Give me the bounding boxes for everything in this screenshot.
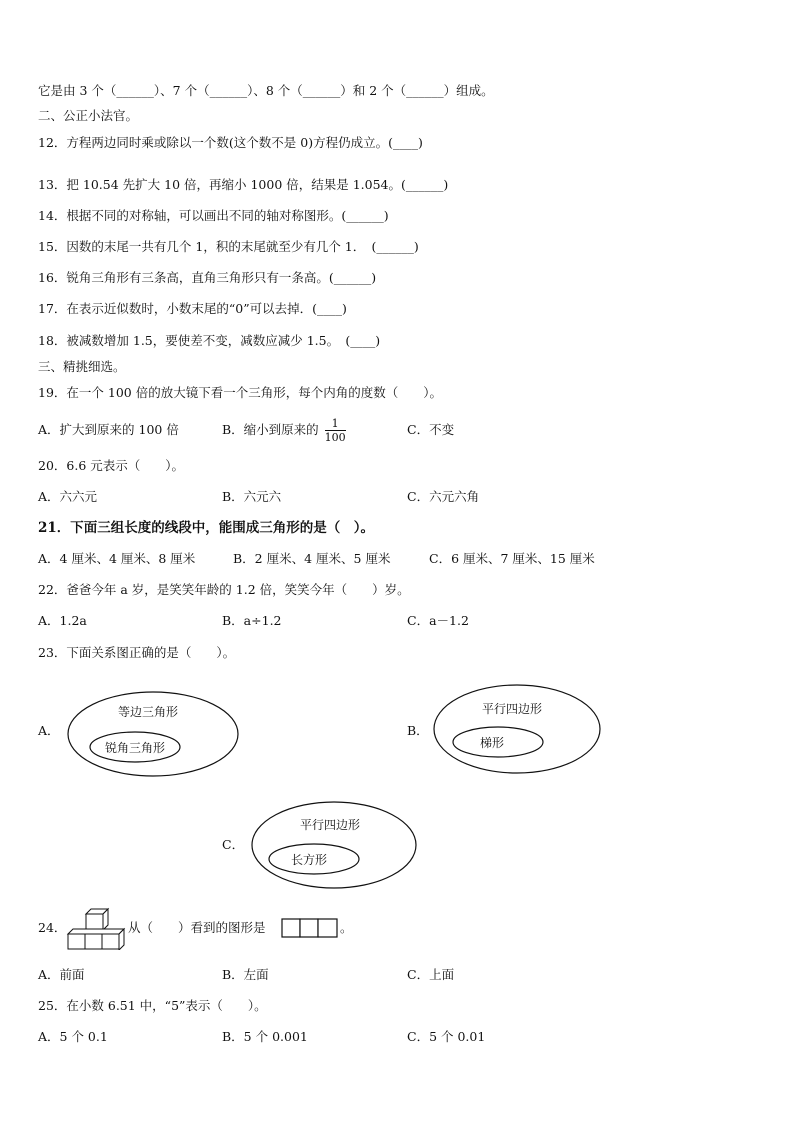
- fraction: [325, 417, 346, 444]
- question-22-stem: 22．爸爸今年 a 岁，是笑笑年龄的 1.2 倍，笑笑今年（ ）岁。: [38, 582, 410, 597]
- question-24-stem: [38, 920, 66, 936]
- question-17: 17．在表示近似数时，小数末尾的“0”可以去掉．(____): [38, 301, 347, 316]
- question-23-stem: 23．下面关系图正确的是（ ）。: [38, 645, 236, 660]
- question-12: 12．方程两边同时乘或除以一个数(这个数不是 0)方程仍成立。(____): [38, 135, 423, 150]
- option-a[interactable]: A．5 个 0.1: [38, 1029, 108, 1044]
- question-16: 16．锐角三角形有三条高，直角三角形只有一条高。(______): [38, 270, 377, 285]
- inner-label: 长方形: [290, 853, 328, 867]
- outer-ellipse: [434, 685, 600, 773]
- question-20-stem: 20．6.6 元表示（ ）。: [38, 458, 185, 473]
- option-b[interactable]: B．5 个 0.001: [222, 1029, 308, 1044]
- question-13: 13．把 10.54 先扩大 10 倍，再缩小 1000 倍，结果是 1.054。(______): [38, 177, 449, 192]
- venn-diagram-b: [432, 683, 602, 775]
- cube-stack-icon: [66, 906, 128, 950]
- outer-label: 等边三角形: [117, 705, 179, 719]
- section-title: 三、精挑细选。: [38, 359, 126, 374]
- question-18: 18．被减数增加 1.5，要使差不变，减数应减少 1.5。 (____): [38, 333, 381, 348]
- option-b[interactable]: B．2 厘米、4 厘米、5 厘米: [233, 551, 391, 566]
- option-c[interactable]: C．不变: [407, 422, 455, 437]
- option-c[interactable]: C．5 个 0.01: [407, 1029, 486, 1044]
- option-c[interactable]: C．6 厘米、7 厘米、15 厘米: [429, 551, 595, 566]
- outer-label: 平行四边形: [481, 702, 543, 716]
- venn-diagram-c: [250, 800, 418, 890]
- outer-label: 平行四边形: [299, 818, 361, 832]
- option-b[interactable]: B．a÷1.2: [222, 613, 282, 628]
- option-a[interactable]: A．六六元: [38, 489, 98, 504]
- option-b-text: B．缩小到原来的: [222, 422, 319, 437]
- option-c[interactable]: C．上面: [407, 967, 455, 982]
- question-number: 24．: [38, 920, 67, 935]
- question-15: 15．因数的末尾一共有几个 1，积的末尾就至少有几个 1． (______): [38, 239, 419, 254]
- option-c-label[interactable]: C．: [222, 837, 245, 852]
- question-19-stem: 19．在一个 100 倍的放大镜下看一个三角形，每个内角的度数（ ）。: [38, 385, 442, 400]
- three-squares-icon: [281, 918, 339, 938]
- option-a-label[interactable]: A．: [38, 723, 60, 738]
- option-a[interactable]: A．1.2a: [38, 613, 87, 628]
- option-a[interactable]: A．前面: [38, 967, 85, 982]
- option-b-label[interactable]: B．: [407, 723, 429, 738]
- inner-label: 锐角三角形: [104, 741, 166, 755]
- venn-diagram-a: [66, 690, 240, 778]
- option-a[interactable]: A．4 厘米、4 厘米、8 厘米: [38, 551, 196, 566]
- question-25-stem: 25．在小数 6.51 中，“5”表示（ ）。: [38, 998, 267, 1013]
- question-24-end: 。: [340, 920, 353, 935]
- question-14: 14．根据不同的对称轴，可以画出不同的轴对称图形。(______): [38, 208, 389, 223]
- fraction-numerator: 1: [325, 417, 346, 431]
- option-b[interactable]: B．六元六: [222, 489, 282, 504]
- option-a[interactable]: A．扩大到原来的 100 倍: [38, 422, 179, 437]
- inner-label: 梯形: [479, 736, 505, 750]
- question-21-stem: 21．下面三组长度的线段中，能围成三角形的是（ ）。: [38, 520, 375, 536]
- option-b[interactable]: B．左面: [222, 967, 269, 982]
- fraction-denominator: 100: [324, 431, 346, 444]
- option-b[interactable]: [222, 414, 346, 446]
- option-c[interactable]: C．a－1.2: [407, 613, 469, 628]
- option-c[interactable]: C．六元六角: [407, 489, 480, 504]
- intro-line: 它是由 3 个（______）、7 个（______）、8 个（______）和 2 个（______）组成。: [38, 83, 494, 98]
- section-title: 二、公正小法官。: [38, 108, 139, 123]
- question-24-text: 从（ ）看到的图形是: [128, 920, 266, 935]
